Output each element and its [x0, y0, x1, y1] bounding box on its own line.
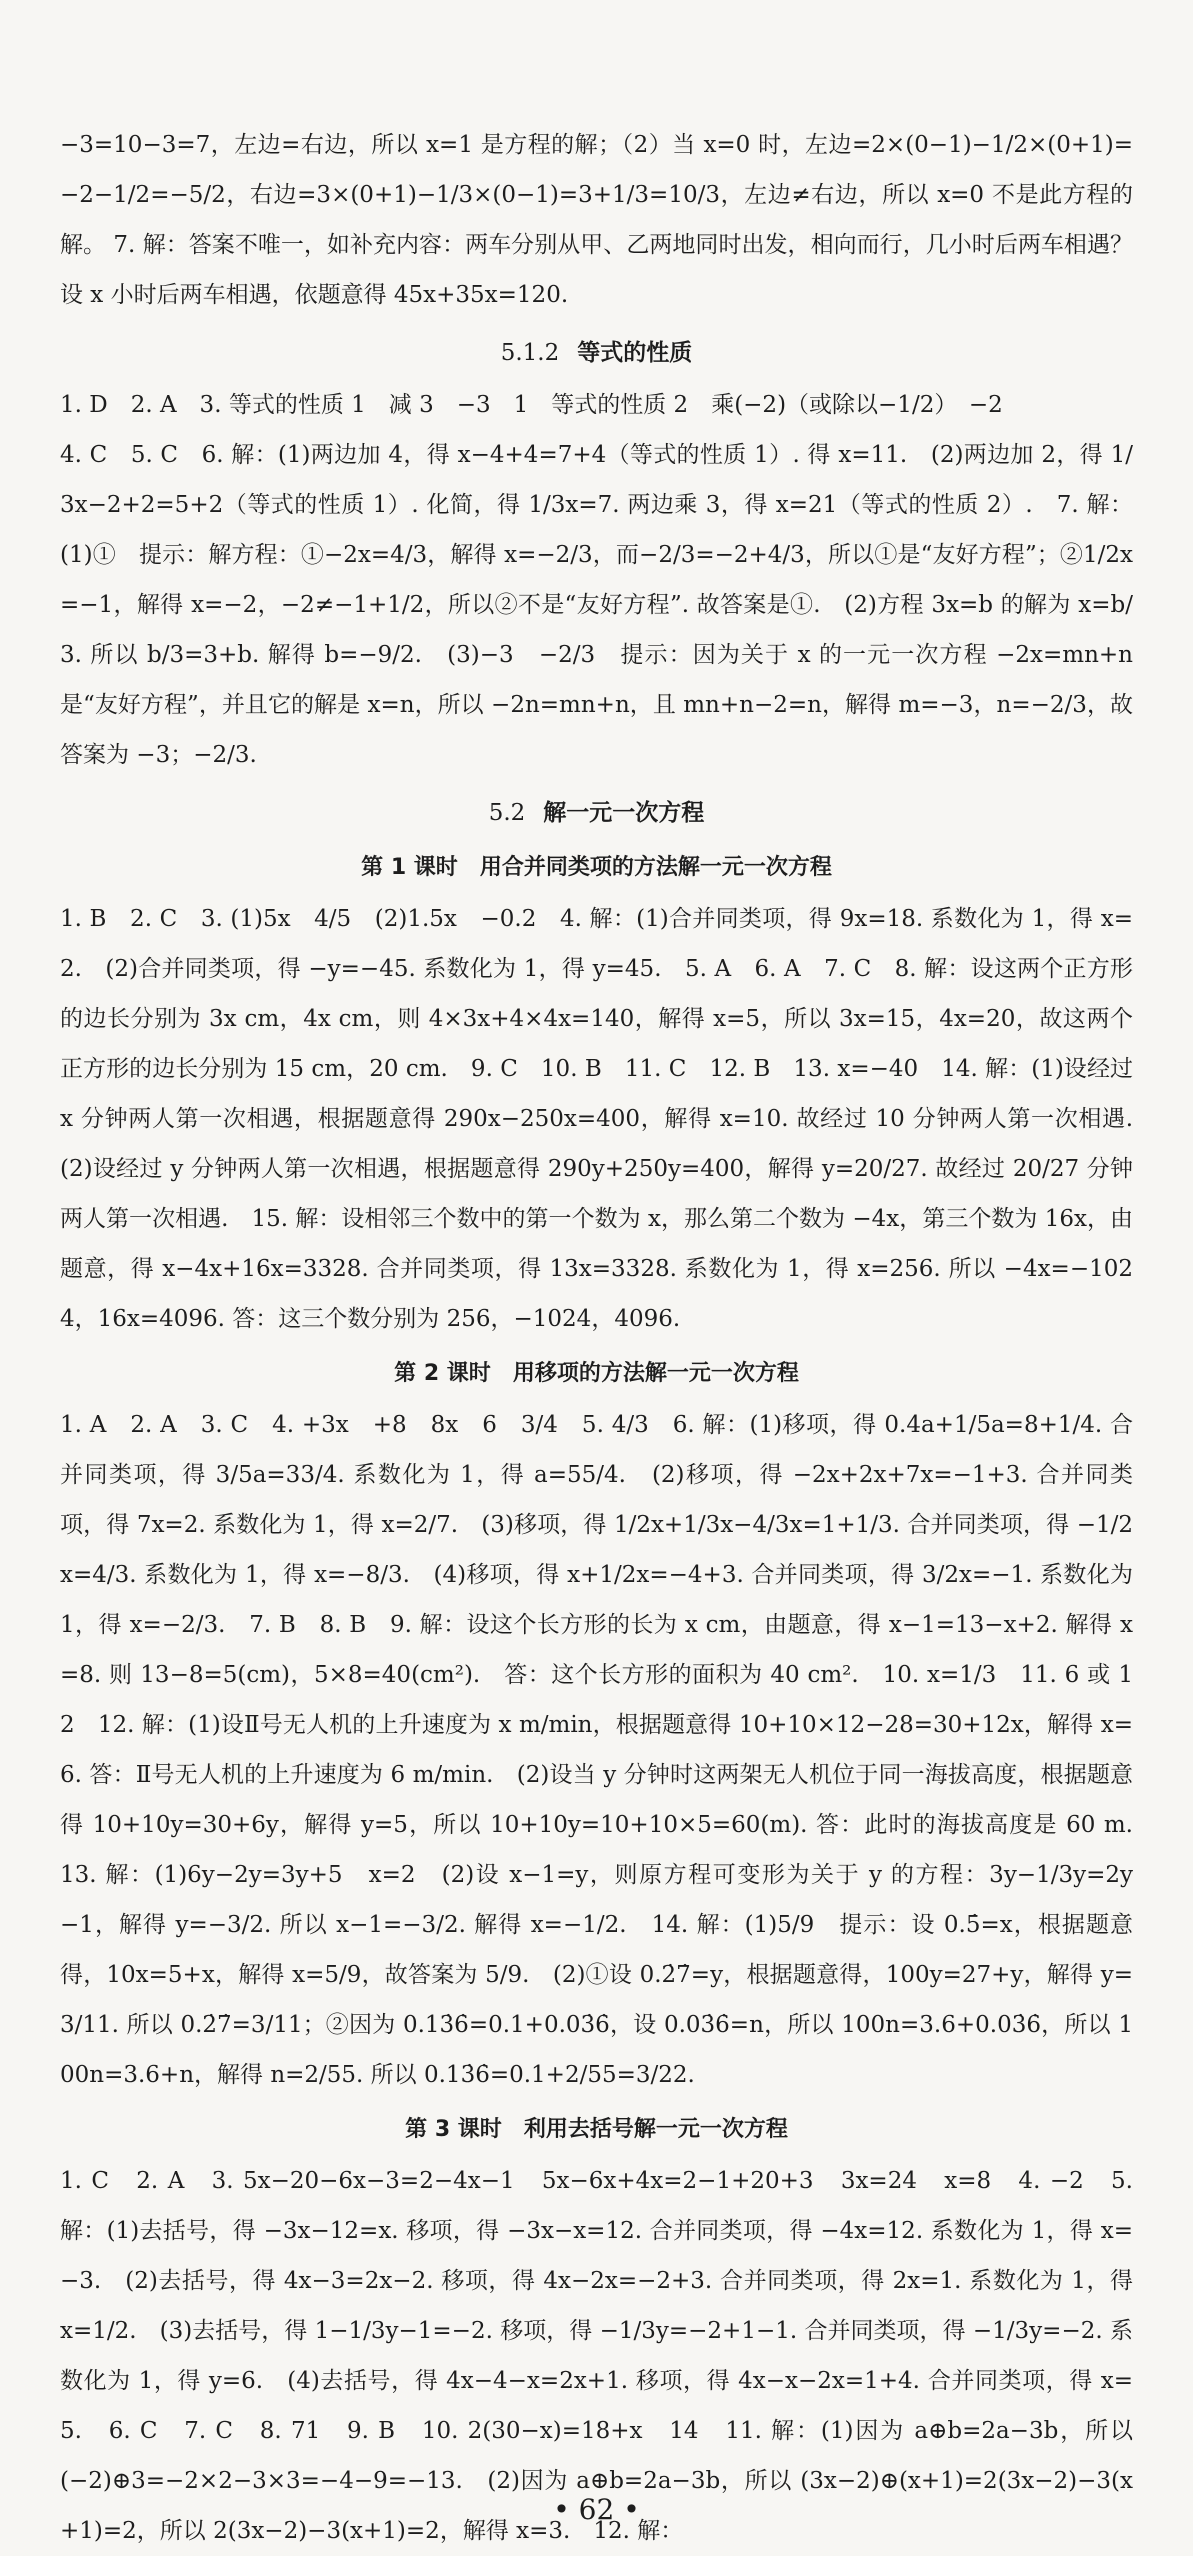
lesson-number: 第 3 课时 [405, 2117, 502, 2142]
answer-paragraph: 1. C 2. A 3. 5x−20−6x−3=2−4x−1 5x−6x+4x=2−1+20+3 3x=24 x=8 4. −2 5. 解：(1)去括号，得 −3x−12=x. 移项，得 −3x−x=12. 合并同类项，得 −4x=12. 系数化为 1，得 x=−3. (2)去括号，得 4x−3=2x−2. 移项，得 4x−2x=−2+3. 合并同类项，得 2x=1. 系数化为 1，得 x=1/2. (3)去括号，得 1−1/3y−1=−2. 移项，得 −1/3y=−2+1−1. 合并同类项，得 −1/3y=−2. 系数化为 1，得 y=6. (4)去括号，得 4x−4−x=2x+1. 移项，得 4x−x−2x=1+4. 合并同类项，得 x=5. 6. C 7. C 8. 71 9. B 10. 2(30−x)=18+x 14 11. 解：(1)因为 a⊕b=2a−3b，所以 (−2)⊕3=−2×2−3×3=−4−9=−13. (2)因为 a⊕b=2a−3b，所以 (3x−2)⊕(x+1)=2(3x−2)−3(x+1)=2，所以 2(3x−2)−3(x+1)=2，解得 x=3. 12. 解： [60, 2168, 1133, 2544]
lesson-title: 用合并同类项的方法解一元一次方程 [479, 855, 832, 880]
section-heading [60, 788, 1133, 838]
section-number: 5.1.2 [500, 340, 560, 366]
section-title: 解一元一次方程 [543, 800, 705, 826]
lesson-heading [60, 1350, 1133, 1398]
lesson-title: 利用去括号解一元一次方程 [523, 2117, 788, 2142]
section-heading [60, 328, 1133, 378]
lesson-heading [60, 2106, 1133, 2154]
lesson-heading [60, 844, 1133, 892]
page-content [60, 120, 1156, 2556]
answer-paragraph: 4. C 5. C 6. 解：(1)两边加 4，得 x−4+4=7+4（等式的性质 1）. 得 x=11. (2)两边加 2，得 1/3x−2+2=5+2（等式的性质 1）. 化简，得 1/3x=7. 两边乘 3，得 x=21（等式的性质 2）. 7. 解：(1)① 提示：解方程：①−2x=4/3，解得 x=−2/3，而−2/3=−2+4/3，所以①是“友好方程”；②1/2x=−1，解得 x=−2，−2≠−1+1/2，所以②不是“友好方程”. 故答案是①. (2)方程 3x=b 的解为 x=b/3. 所以 b/3=3+b. 解得 b=−9/2. (3)−3 −2/3 提示：因为关于 x 的一元一次方程 −2x=mn+n 是“友好方程”，并且它的解是 x=n，所以 −2n=mn+n，且 mn+n−2=n，解得 m=−3，n=−2/3，故答案为 −3；−2/3. [60, 442, 1133, 768]
section-number: 5.2 [488, 800, 526, 826]
page-number: • 62 • [553, 2493, 640, 2526]
answer-paragraph: −3=10−3=7，左边=右边，所以 x=1 是方程的解；（2）当 x=0 时，左边=2×(0−1)−1/2×(0+1)=−2−1/2=−5/2，右边=3×(0+1)−1/3×(0−1)=3+1/3=10/3，左边≠右边，所以 x=0 不是此方程的解。 7. 解：答案不唯一，如补充内容：两车分别从甲、乙两地同时出发，相向而行，几小时后两车相遇？设 x 小时后两车相遇，依题意得 45x+35x=120. [60, 132, 1133, 308]
lesson-title: 用移项的方法解一元一次方程 [512, 1361, 799, 1386]
lesson-number: 第 1 课时 [361, 855, 458, 880]
lesson-number: 第 2 课时 [394, 1361, 491, 1386]
answer-paragraph: 1. B 2. C 3. (1)5x 4/5 (2)1.5x −0.2 4. 解：(1)合并同类项，得 9x=18. 系数化为 1，得 x=2. (2)合并同类项，得 −y=−45. 系数化为 1，得 y=45. 5. A 6. A 7. C 8. 解：设这两个正方形的边长分别为 3x cm，4x cm，则 4×3x+4×4x=140，解得 x=5，所以 3x=15，4x=20，故这两个正方形的边长分别为 15 cm，20 cm. 9. C 10. B 11. C 12. B 13. x=−40 14. 解：(1)设经过 x 分钟两人第一次相遇，根据题意得 290x−250x=400，解得 x=10. 故经过 10 分钟两人第一次相遇. (2)设经过 y 分钟两人第一次相遇，根据题意得 290y+250y=400，解得 y=20/27. 故经过 20/27 分钟两人第一次相遇. 15. 解：设相邻三个数中的第一个数为 x，那么第二个数为 −4x，第三个数为 16x，由题意，得 x−4x+16x=3328. 合并同类项，得 13x=3328. 系数化为 1，得 x=256. 所以 −4x=−1024，16x=4096. 答：这三个数分别为 256，−1024，4096. [60, 906, 1156, 1332]
section-title: 等式的性质 [577, 340, 693, 366]
answer-paragraph: 1. A 2. A 3. C 4. +3x +8 8x 6 3/4 5. 4/3 6. 解：(1)移项，得 0.4a+1/5a=8+1/4. 合并同类项，得 3/5a=33/4. 系数化为 1，得 a=55/4. (2)移项，得 −2x+2x+7x=−1+3. 合并同类项，得 7x=2. 系数化为 1，得 x=2/7. (3)移项，得 1/2x+1/3x−4/3x=1+1/3. 合并同类项，得 −1/2x=4/3. 系数化为 1，得 x=−8/3. (4)移项，得 x+1/2x=−4+3. 合并同类项，得 3/2x=−1. 系数化为 1，得 x=−2/3. 7. B 8. B 9. 解：设这个长方形的长为 x cm，由题意，得 x−1=13−x+2. 解得 x=8. 则 13−8=5(cm)，5×8=40(cm²). 答：这个长方形的面积为 40 cm². 10. x=1/3 11. 6 或 12 12. 解：(1)设Ⅱ号无人机的上升速度为 x m/min，根据题意得 10+10×12−28=30+12x，解得 x=6. 答：Ⅱ号无人机的上升速度为 6 m/min. (2)设当 y 分钟时这两架无人机位于同一海拔高度，根据题意得 10+10y=30+6y，解得 y=5，所以 10+10y=10+10×5=60(m). 答：此时的海拔高度是 60 m. 13. 解：(1)6y−2y=3y+5 x=2 (2)设 x−1=y，则原方程可变形为关于 y 的方程：3y−1/3y=2y−1，解得 y=−3/2. 所以 x−1=−3/2. 解得 x=−1/2. 14. 解：(1)5/9 提示：设 0.5̇=x，根据题意得，10x=5+x，解得 x=5/9，故答案为 5/9. (2)①设 0.2̇7̇=y，根据题意得，100y=27+y，解得 y=3/11. 所以 0.2̇7̇=3/11；②因为 0.13̇6̇=0.1+0.03̇6̇，设 0.03̇6̇=n，所以 100n=3.6+0.03̇6̇，所以 100n=3.6+n，解得 n=2/55. 所以 0.13̇6̇=0.1+2/55=3/22. [60, 1412, 1156, 2088]
answer-paragraph: 1. D 2. A 3. 等式的性质 1 减 3 −3 1 等式的性质 2 乘(−2)（或除以−1/2） −2 [60, 392, 1003, 418]
